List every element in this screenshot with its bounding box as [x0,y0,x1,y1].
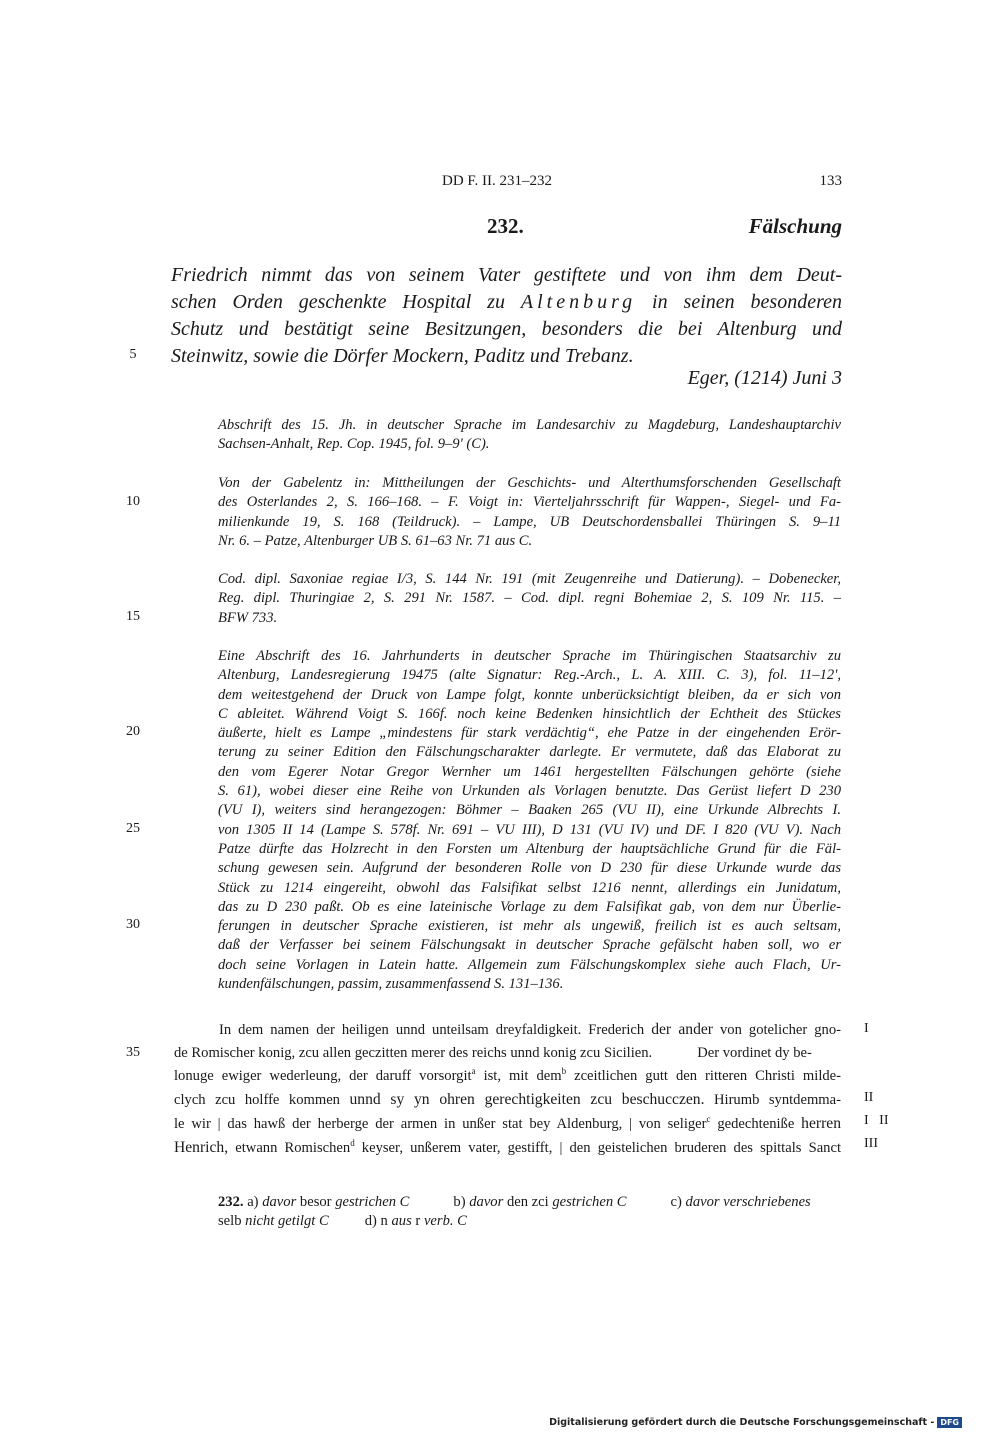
note-line: Stück zu 1214 eingereiht, obwohl das Falsifikat selbst 1216 nennt, allerdings ein Junidatum, [218,879,841,896]
note-line: Cod. dipl. Saxoniae regiae I/3, S. 144 Nr. 191 (mit Zeugenreihe und Datierung). – Dobenecker, [218,571,841,587]
document-number: 232. [487,214,524,238]
line-number: 10 [126,494,140,509]
dfg-logo: DFG [937,1417,962,1428]
spaced-place-name: Altenburg [520,291,637,313]
margin-mark: III [864,1136,878,1151]
note-line: Reg. dipl. Thuringiae 2, S. 291 Nr. 1587. – Cod. dipl. regni Bohemiae 2, S. 109 Nr. 115. – [218,590,841,607]
note-line: das zu D 230 paßt. Ob es eine lateinische Vorlage zu dem Falsifikat gab, von dem nur Überlie- [218,898,841,915]
digitization-footer [549,1417,962,1428]
margin-mark: I [864,1021,869,1036]
regest-line: Schutz und bestätigt seine Besitzungen, besonders die bei Altenburg und [171,318,842,340]
note-paragraph-commentary [218,647,841,994]
apparatus-line: 232. a) davor besor gestrichen C b) davor den zci gestrichen C c) davor verschriebenes [218,1194,811,1210]
line-number: 15 [126,609,140,624]
critical-apparatus [218,1193,841,1231]
note-line: Eine Abschrift des 16. Jahrhunderts in deutscher Sprache im Thüringischen Staatsarchiv zu [218,648,841,664]
note-line: terung zu seiner Edition den Fälschungscharakter darlegte. Er vermutete, daß das Elaborat zu [218,744,841,761]
note-line: milienkunde 19, S. 168 (Teildruck). – Lampe, UB Deutschordensballei Thüringen S. 9–11 [218,513,841,530]
page-number: 133 [819,173,842,189]
place-date: Eger, (1214) Juni 3 [687,367,842,389]
note-line: des Osterlandes 2, S. 166–168. – F. Voigt in: Vierteljahrsschrift für Wappen-, Siegel- und Fa- [218,494,841,511]
note-paragraph-transmission [218,416,841,455]
text-line: de Romischer konig, zcu allen geczitten merer des reichs unnd konig zcu Sicilien. Der vordinet dy be- [174,1045,812,1061]
note-line: von 1305 II 14 (Lampe S. 578f. Nr. 691 – VU III), D 131 (VU IV) und DF. I 820 (VU V). Nach [218,821,841,838]
note-line: Von der Gabelentz in: Mittheilungen der Geschichts- und Alterthumsforschenden Gesellschaft [218,475,841,491]
footer-text: Digitalisierung gefördert durch die Deutsche Forschungsgemeinschaft - [549,1417,935,1428]
text-line: In dem namen der heiligen unnd unteilsam dreyfaldigkeit. Frederich der ander von gotelicher gno- [219,1021,841,1038]
note-line: (VU I), weiters sind herangezogen: Böhmer – Baaken 265 (VU II), eine Urkunde Albrechts I. [218,802,841,819]
line-number: 5 [129,347,137,362]
note-line: dem weitestgehend der Druck von Lampe folgt, konnte unberücksichtigt bleiben, da er sich von [218,686,841,703]
line-number: 30 [126,917,140,932]
note-paragraph-regesta [218,570,841,628]
line-number: 25 [126,821,140,836]
note-line: Abschrift des 15. Jh. in deutscher Sprache im Landesarchiv zu Magdeburg, Landeshauptarchiv [218,417,841,433]
note-paragraph-editions [218,474,841,551]
document-type: Fälschung [748,214,842,238]
note-line: daß der Verfasser bei seinem Fälschungsakt in deutscher Sprache gefälscht haben soll, wo er [218,937,841,954]
note-line: ferungen in deutscher Sprache existieren, ist mehr als ungewiß, freilich ist es auch seltsam, [218,918,841,935]
note-line: Sachsen-Anhalt, Rep. Cop. 1945, fol. 9–9' (C). [218,436,490,453]
text-line: Henrich, etwann Romischen$^d$ keyser, unßerem vater, gestifft, | den geistelichen bruderen des spittals Sanct [174,1138,841,1156]
regest [171,262,842,370]
note-line: doch seine Vorlagen in Latein hatte. Allgemein zum Fälschungskomplex siehe auch Flach, Ur- [218,956,841,973]
note-line: S. 61), wobei dieser eine Reihe von Urkunden als Vorlagen benutzte. Das Gerüst liefert D 230 [218,783,841,800]
margin-mark: I II [864,1113,889,1128]
note-line: Nr. 6. – Patze, Altenburger UB S. 61–63 Nr. 71 aus C. [218,532,533,549]
text-line: lonuge ewiger wederleung, der daruff vorsorgit$^a$ ist, mit dem$^b$ zceitlichen gutt den ritteren Christi milde- [174,1066,842,1084]
margin-mark: II [864,1090,874,1105]
note-line: kundenfälschungen, passim, zusammenfassend S. 131–136. [218,976,564,993]
text-line: le wir | das hawß der herberge der armen in unßer stat bey Aldenburg, | von seliger$^c$ gedechteniße herren [174,1114,841,1132]
note-line: Altenburg, Landesregierung 19475 (alte Signatur: Reg.-Arch., L. A. XIII. C. 3), fol. 11–12', [218,667,841,684]
running-header: DD F. II. 231–232 [442,173,553,189]
note-line: den vom Egerer Notar Gregor Wernher um 1461 hergestellten Fälschungen gehörte (siehe [218,763,841,780]
regest-line: Steinwitz, sowie die Dörfer Mockern, Paditz und Trebanz. [171,345,634,367]
note-line: äußerte, hielt es Lampe „mindestens für stark verdächtig“, ehe Patze in der eingehenden Erör- [218,725,841,742]
line-number: 35 [126,1045,140,1060]
note-line: BFW 733. [218,609,278,626]
apparatus-line: selb nicht getilgt C d) n aus r verb. C [218,1213,467,1229]
note-line: Patze dürfte das Holzrecht in den Forsten um Altenburg der hauptsächliche Grund für die Fäl- [218,840,841,857]
note-line: schung gewesen sein. Aufgrund der besonderen Rolle von D 230 für diese Urkunde wurde das [218,860,841,877]
regest-line: Friedrich nimmt das von seinem Vater gestiftete und von ihm dem Deut- [171,264,842,286]
text-line: clych zcu holffe kommen unnd sy yn ohren gerechtigkeiten zcu beschucczen. Hirumb syntdemma- [174,1091,841,1108]
line-number: 20 [126,724,140,739]
charter-text [174,1018,841,1160]
regest-line: schen Orden geschenkte Hospital zu Altenburg in seinen besonderen [171,291,842,313]
note-line: C ableitet. Während Voigt S. 166f. noch keine Bedenken hinsichtlich der Echtheit des Stückes [218,705,841,722]
